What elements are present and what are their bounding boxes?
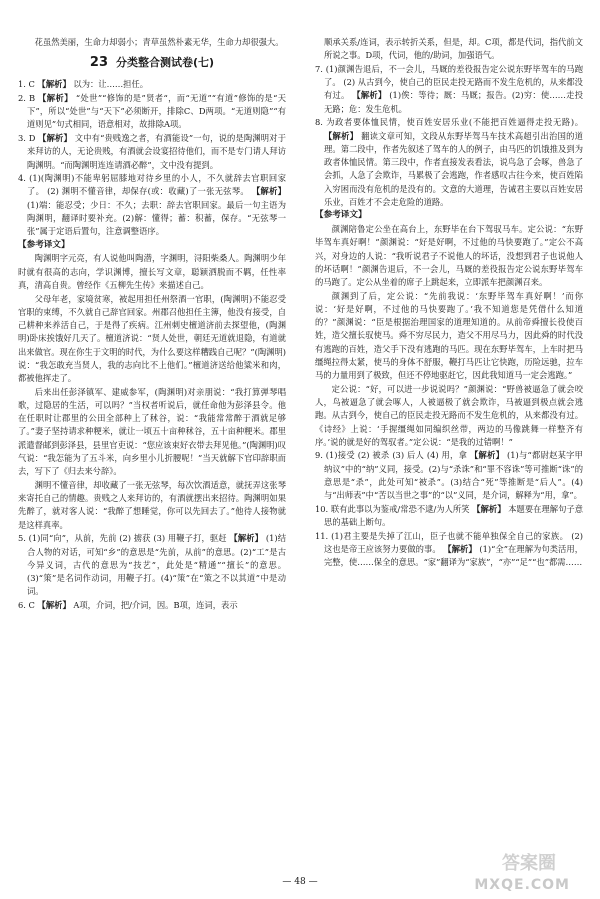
- analysis-tag: 【解析】: [324, 130, 359, 141]
- answer-10: 10. 联有此事以为鉴戒/常恐不逮/为人所笑 【解析】 本题要在理解句子意思的基础上断句。: [315, 503, 583, 528]
- page-number: — 48 —: [282, 877, 318, 887]
- analysis-tag: 【解析】: [37, 79, 71, 90]
- section-title-text: 分类整合测试卷(七): [116, 56, 215, 70]
- analysis-tag: 【解析】: [251, 186, 286, 197]
- answer-6: 6. C 【解析】 A项，介词，把/介词，因。B项，连词，表示: [18, 599, 238, 610]
- analysis-tag: 【解析】: [472, 503, 506, 514]
- watermark-bottom: MXQE.COM: [474, 877, 570, 893]
- left-column: [18, 36, 286, 864]
- translation-paragraph: 陶渊明字元亮，有人说他叫陶潜，字渊明，浔阳柴桑人。陶渊明少年时就有很高的志向，学识渊博，擅长写文章，聪颖洒脱而不羁，任性率真，清高自贵。曾经作《五柳先生传》来描述自己。: [18, 253, 286, 290]
- answer-5: 5. (1)同“向”，从前，先前 (2) 掳获 (3) 用鞭子打，驱赶 【解析】 (1)结合人物的对话，可知“乡”的意思是“先前，从前”的意思。(2)“工”是古今异义词，古代的意思为“技艺”，此处是“精通”“擅长”的意思。(3)“策”是名词作动词，用鞭子打。(4)“策”在“策之不以其道”中是动词。: [18, 533, 286, 597]
- analysis-tag: 【解析】: [37, 599, 71, 610]
- answer-2: 2. B 【解析】 “处世”“修饰的是”贤者“，而“无道”“有道”修饰的是“天下”，所以“处世”与“天下”必须断开，排除C、D两项。“无道则隐”“有道则见”句式相同，语意相对，故排除A项。: [18, 92, 286, 130]
- watermark-top: 答案圈: [502, 853, 556, 874]
- section-title: [18, 55, 286, 71]
- answer-9: 9. (1)接受 (2) 被杀 (3) 后人 (4) 用，拿 【解析】 (1)与“都尉赵某字甲纳议”中的“纳”义同，接受。(2)与“杀诛”和“罪不容诛”等可推断“诛”的意思是“杀”，此处可知“被杀”。(3)结合“死”等推断是“后人”。(4)与“出师表”中“苦以当世之事”的“以”义同，是介词，解释为“用，拿”。: [315, 450, 583, 501]
- analysis-tag: 【解析】: [470, 450, 505, 461]
- translation-paragraph: 父母年老，家境贫寒，被起用担任州祭酒一官职，(陶渊明)不能忍受官职的束缚，不久就自己辞官回家。州郡召他担任主簿，他没有接受，自己耕种来养活自己，于是得了疾病。江州刺史檀道济前去探望他，(陶渊明)卧床挨饿好几天了。檀道济说：“贤人处世，朝廷无道就退隐，有道就出来做官。现在你生于文明的时代，为什么要这样糟践自己呢？”(陶渊明)说：“我怎敢充当贤人，我的志向比不上他们。”檀道济送给他粱米和肉，都被他挥走了。: [18, 293, 286, 384]
- answer-3: 3. D 【解析】 文中有“贵贱逸之者，有酒能设”一句，说的是陶渊明对于来拜访的人，无论贵贱，有酒就会设宴招待他们，而不是专门请人拜访陶渊明。“而陶渊明连连请酒必醉”，文中没有提到。: [18, 133, 286, 170]
- translation-paragraph: 定公说：“好，可以进一步说说吗？”颜渊说：“野兽被逼急了就会咬人，鸟被逼急了就会啄人，人被逼极了就会欺诈，马被逼到极点就会逃跑。从古到今，使自己的臣民走投无路而不发生危机的，从来都没有过。《诗经》上说：‘手握缰绳如同编织丝带，两边的马像跳舞一样整齐有序。’说的就是好的驾驭者。”定公说：“是我的过错啊！”: [315, 383, 583, 447]
- analysis-tag: 【解析】: [38, 92, 73, 103]
- reference-translation-heading: 【参考译文】: [315, 210, 367, 221]
- reference-translation-heading: 【参考译文】: [18, 239, 70, 250]
- translation-paragraph: 渊明不懂音律，却收藏了一张无弦琴，每次饮酒适意，就抚弄这张琴来寄托自己的情趣。贵贱之人来拜访的，有酒就摆出来招待。陶渊明如果先醉了，就对客人说：“我醉了想睡觉，你可以先回去了。”他待人接物就是这样真率。: [18, 479, 286, 530]
- analysis-tag: 【解析】: [229, 533, 264, 544]
- translation-paragraph: 颜渊到了后，定公说：“先前我说：‘东野毕驾车真好啊！’而你说：‘好是好啊，不过他的马快要跑了。’我不知道您是凭借什么知道的？”颜渊说：“臣是根据治理国家的道理知道的。从前帝舜擅长役使百姓，造父擅长驭使马。舜不穷尽民力，造父不用尽马力，因此舜的时代没有逃跑的百姓，造父手下没有逃跑的马匹。现在东野毕驾车，上车时把马缰绳拉得太紧，使马的身体不舒服，鞭打马匹让它快跑，历险远驰，拉车马的力量用到了极致，但还不停地驱赶它，因此我知道马一定会逃跑。”: [315, 290, 583, 381]
- intro-text: 花虽然美丽，生命力却弱小；青草虽然朴素无华，生命力却很强大。: [34, 37, 284, 47]
- analysis-tag: 【解析】: [352, 90, 387, 101]
- answer-1: 1. C 【解析】 以为：让……担任。: [18, 79, 149, 90]
- analysis-tag: 【解析】: [38, 133, 72, 144]
- answer-8: 8. 为政者要体恤民情，使百姓安居乐业(不能把百姓逼得走投无路)。 【解析】 翻读文章可知，文段从东野毕驾马车技术高超引出治国的道理。第二段中，作者先叙述了驾车的人的例子，由马匹的饥饿推及到为政者体恤民情。第三段中，作者直接发表看法，说鸟急了会啄，兽急了会抓，人急了会欺诈，马累极了会逃跑，作者感叹古往今来，使百姓陷入穷困而没有危机的是没有的。文意的大道理，告诫君主要以百姓安居乐业，百姓才不会走危险的道路。: [315, 117, 583, 207]
- translation-paragraph: 后来出任彭泽镇军、建威参军，(陶渊明)对亲朋说：“我打算弹琴唱歌，过隐居的生活，可以吗？”当权者听说后，就任命他为彭泽县令。他在任职时让郡里的公田全部种上了秫谷，说：“我能常常醉于酒就足够了。”妻子坚持请求种粳米，就让一顷五十亩种秫谷，五十亩种粳米。郡里派遣督邮到彭泽县，县里官吏说：“您应该束好衣带去拜见他。”(陶渊明)叹气说：“我怎能为了五斗米，向乡里小儿折腰呢！”当天就解下官印辞职而去，写下了《归去来兮辞》。: [18, 386, 286, 477]
- answer-7: 7. (1)颜渊告退后，不一会儿，马厩的差役报告定公说东野毕驾车的马跑了。 (2) 从古到今，使自己的臣民走投无路而不发生危机的，从来都没有过。 【解析】 (1)俟：等待；厩：马厩；报告。(2)穷：使……走投无路；危：发生危机。: [315, 63, 583, 114]
- right-column: [315, 36, 583, 836]
- analysis-tag: 【解析】: [443, 544, 477, 555]
- answer-6-continued: 顺承关系/连词，表示转折关系，但是，却。C项，都是代词，指代前文所说之事。D项，代词，他的/助词，加强语气。: [324, 37, 583, 61]
- section-number: 23: [89, 55, 109, 71]
- answer-4: 4. (1)(陶渊明)不能卑躬屈膝地对待乡里的小人，不久就辞去官职回家了。 (2) 渊明不懂音律，却保存(或：收藏)了一张无弦琴。 【解析】 (1)端：能忍受；少日：不久；去职：辞去官职回家。最后一句主语为陶渊明，翻译时要补充。(2)解：懂得；蓄：积蓄，保存。“无弦琴一张”属于定语后置句，注意调整语序。: [18, 173, 286, 237]
- answer-11: 11. (1)君主要是失掉了江山，臣子也就不能单独保全自己的家族。 (2) 这也是帝王应该努力要做的事。 【解析】 (1)“全”在理解为句类活用，完整，使……保全的意思。“家”翻译为“家族”，“亦”“足”“也”都需……: [315, 530, 583, 568]
- translation-paragraph: 颜渊陪鲁定公坐在高台上，东野毕在台下驾驭马车。定公说：“东野毕驾车真好啊！”颜渊说：“好是好啊，不过他的马快要跑了。”定公不高兴，对身边的人说：“我听说君子不说他人的坏话，没想到君子也说他人的坏话啊！”颜渊告退后，不一会儿，马厩的差役报告定公说东野毕驾车的马跑了。定公从坐着的席子上跳起来，立即派车把颜渊召来。: [315, 224, 583, 288]
